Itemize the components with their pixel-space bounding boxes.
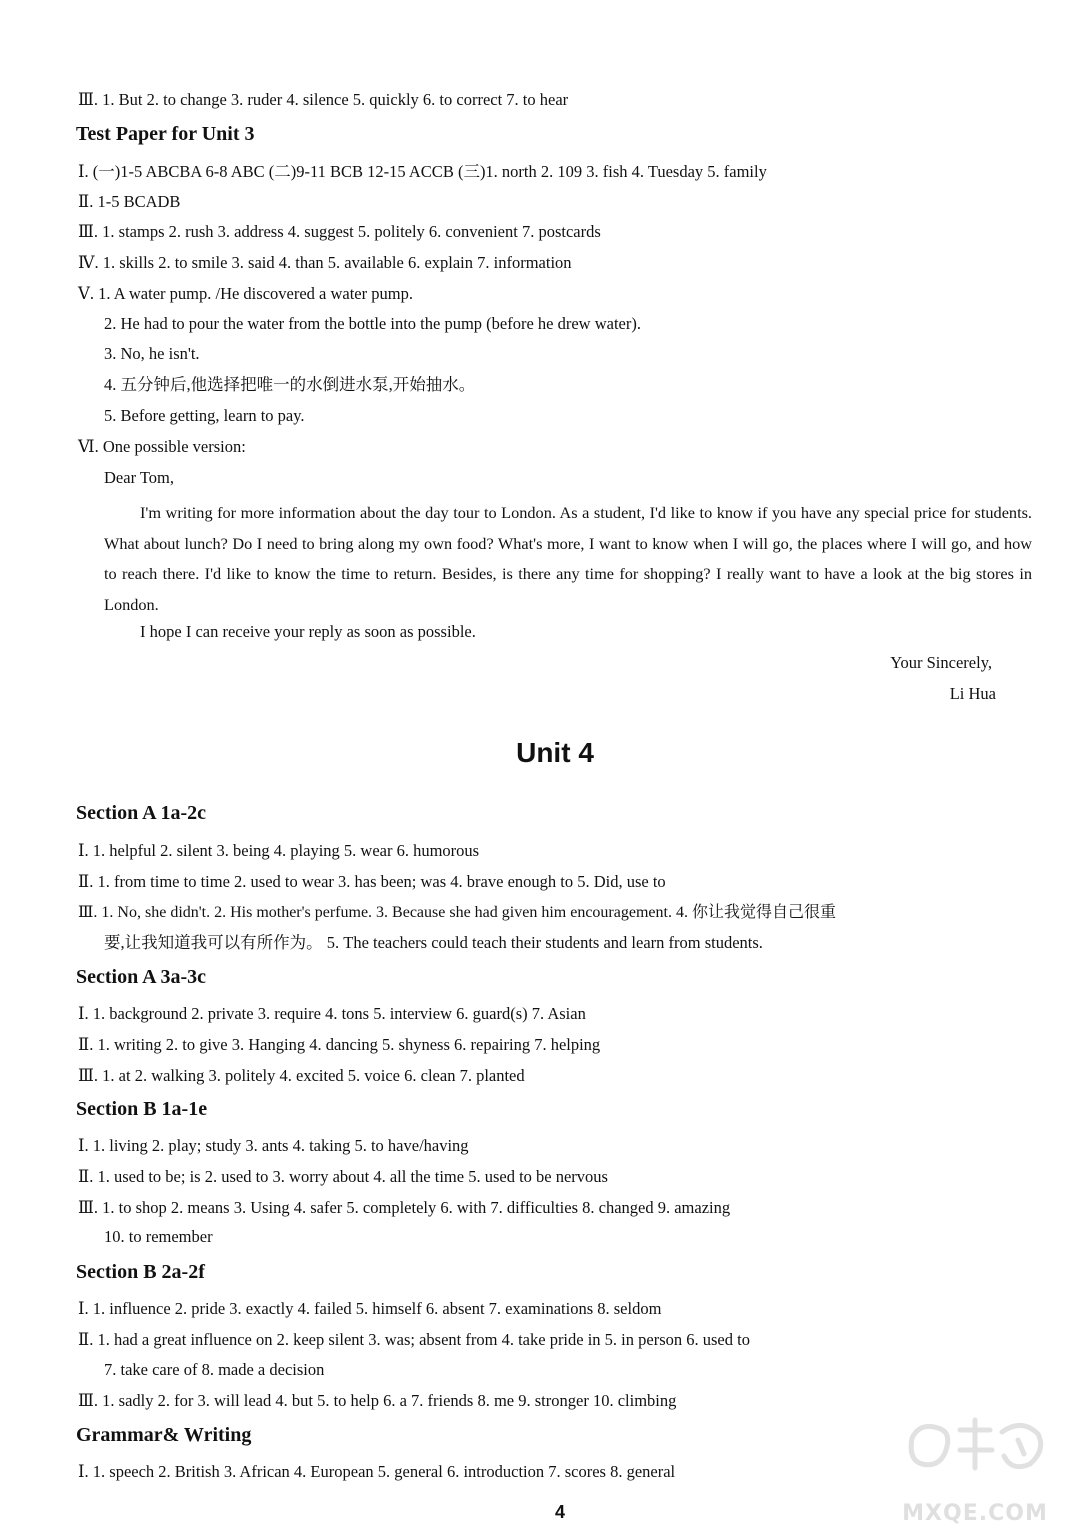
answer-line: Ⅱ. 1. used to be; is 2. used to 3. worry about 4. all the time 5. used to be nervous [78,1167,608,1186]
answer-line: Ⅱ. 1. had a great influence on 2. keep silent 3. was; absent from 4. take pride in 5. in person 6. used to [78,1330,750,1349]
section-heading: Section B 1a-1e [76,1098,208,1120]
answer-line: Ⅱ. 1. from time to time 2. used to wear 3. has been; was 4. brave enough to 5. Did, use to [78,872,666,891]
answer-line: 要,让我知道我可以有所作为。 5. The teachers could teach their students and learn from students. [104,933,763,952]
answer-line: 3. No, he isn't. [104,344,200,363]
answer-line: Ⅰ. 1. influence 2. pride 3. exactly 4. failed 5. himself 6. absent 7. examinations 8. seldom [78,1299,662,1318]
answer-line: Ⅱ. 1. writing 2. to give 3. Hanging 4. dancing 5. shyness 6. repairing 7. helping [78,1035,601,1054]
answer-line: 7. take care of 8. made a decision [104,1360,325,1379]
answer-line: Ⅰ. (一)1-5 ABCBA 6-8 ABC (二)9-11 BCB 12-15 ACCB (三)1. north 2. 109 3. fish 4. Tuesday 5. family [78,162,767,181]
section-heading: Test Paper for Unit 3 [76,123,255,145]
answer-line: Ⅵ. One possible version: [78,437,246,456]
answer-line: Ⅲ. 1. stamps 2. rush 3. address 4. suggest 5. politely 6. convenient 7. postcards [78,222,601,241]
answer-line: Ⅰ. 1. living 2. play; study 3. ants 4. taking 5. to have/having [78,1136,469,1155]
letter-body: I'm writing for more information about the day tour to London. As a student, I'd like to know if you have any special price for students. What about lunch? Do I need to bring along my own food? What's more, I want to know when I will go, the places where I will go, and how to reach there. I'd like to know the time to return. Besides, is there any time for shopping? I really want to have a look at the big stores in London. [104,503,1032,614]
answer-line: 2. He had to pour the water from the bottle into the pump (before he drew water). [104,314,641,333]
letter-greeting: Dear Tom, [104,468,175,487]
answer-line: Ⅳ. 1. skills 2. to smile 3. said 4. than 5. available 6. explain 7. information [78,253,572,272]
section-heading: Section A 1a-2c [76,802,206,824]
answer-line: 5. Before getting, learn to pay. [104,406,305,425]
section-heading: Section A 3a-3c [76,966,206,988]
section-heading: Section B 2a-2f [76,1261,205,1283]
letter-body: I hope I can receive your reply as soon as possible. [140,622,476,641]
answer-line: Ⅰ. 1. speech 2. British 3. African 4. European 5. general 6. introduction 7. scores 8. general [78,1462,676,1481]
answer-line: Ⅲ. 1. sadly 2. for 3. will lead 4. but 5. to help 6. a 7. friends 8. me 9. stronger 10. climbing [78,1391,677,1410]
answer-line: Ⅴ. 1. A water pump. /He discovered a water pump. [78,284,413,303]
answer-line: 10. to remember [104,1227,213,1246]
unit-title: Unit 4 [516,737,594,768]
answer-line: Ⅱ. 1-5 BCADB [78,192,181,211]
answer-line: Ⅲ. 1. to shop 2. means 3. Using 4. safer 5. completely 6. with 7. difficulties 8. changed 9. amazing [78,1198,731,1217]
answer-line: Ⅲ. 1. at 2. walking 3. politely 4. excited 5. voice 6. clean 7. planted [78,1066,525,1085]
answer-line: Ⅰ. 1. background 2. private 3. require 4. tons 5. interview 6. guard(s) 7. Asian [78,1004,586,1023]
section-heading: Grammar& Writing [76,1424,252,1446]
letter-signature: Li Hua [949,684,996,703]
answer-line: Ⅲ. 1. No, she didn't. 2. His mother's perfume. 3. Because she had given him encouragement. 4. 你让我觉得自己很重 [78,904,836,921]
watermark [900,1410,1050,1528]
answer-line: 4. 五分钟后,他选择把唯一的水倒进水泵,开始抽水。 [104,375,476,394]
answer-line: Ⅰ. 1. helpful 2. silent 3. being 4. playing 5. wear 6. humorous [78,841,480,860]
letter-closing: Your Sincerely, [890,653,992,672]
answer-line: Ⅲ. 1. But 2. to change 3. ruder 4. silence 5. quickly 6. to correct 7. to hear [78,90,569,109]
watermark-text: MXQE.COM [902,1501,1048,1526]
page-number: 4 [554,1502,565,1522]
